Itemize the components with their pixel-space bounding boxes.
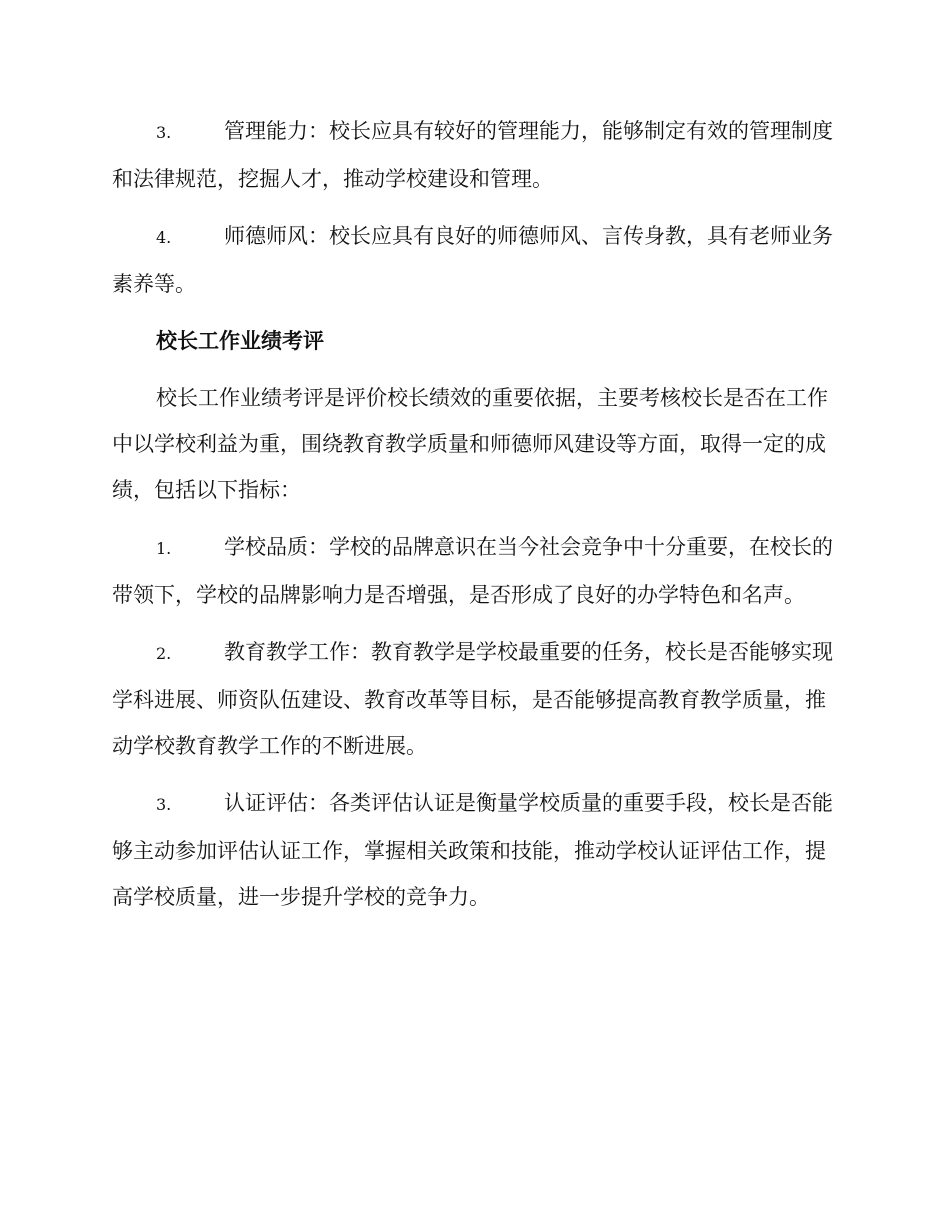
list-item-school-quality	[112, 524, 838, 618]
list-number: 1.	[156, 539, 172, 558]
list-number: 4.	[156, 228, 172, 247]
list-item-management	[112, 108, 838, 202]
list-item-text: 认证评估：各类评估认证是衡量学校质量的重要手段，校长是否能够主动参加评估认证工作，掌握相关政策和技能，推动学校认证评估工作，提高学校质量，进一步提升学校的竞争力。	[112, 791, 833, 909]
document-page	[112, 108, 838, 931]
list-number: 3.	[156, 795, 172, 814]
list-item-text: 学校品质：学校的品牌意识在当今社会竞争中十分重要，在校长的带领下，学校的品牌影响力是否增强，是否形成了良好的办学特色和名声。	[112, 535, 833, 607]
list-number: 2.	[156, 644, 172, 663]
list-item-ethics	[112, 213, 838, 307]
list-number: 3.	[156, 123, 172, 142]
list-item-text: 管理能力：校长应具有较好的管理能力，能够制定有效的管理制度和法律规范，挖掘人才，推动学校建设和管理。	[112, 119, 833, 191]
list-item-text: 教育教学工作：教育教学是学校最重要的任务，校长是否能够实现学科进展、师资队伍建设、教育改革等目标，是否能够提高教育教学质量，推动学校教育教学工作的不断进展。	[112, 640, 833, 758]
list-item-text: 师德师风：校长应具有良好的师德师风、言传身教，具有老师业务素养等。	[112, 224, 833, 296]
section-heading: 校长工作业绩考评	[156, 329, 324, 353]
list-item-certification	[112, 780, 838, 920]
list-item-teaching-work	[112, 629, 838, 769]
section-intro: 校长工作业绩考评是评价校长绩效的重要依据，主要考核校长是否在工作中以学校利益为重，围绕教育教学质量和师德师风建设等方面，取得一定的成绩，包括以下指标：	[112, 386, 828, 502]
